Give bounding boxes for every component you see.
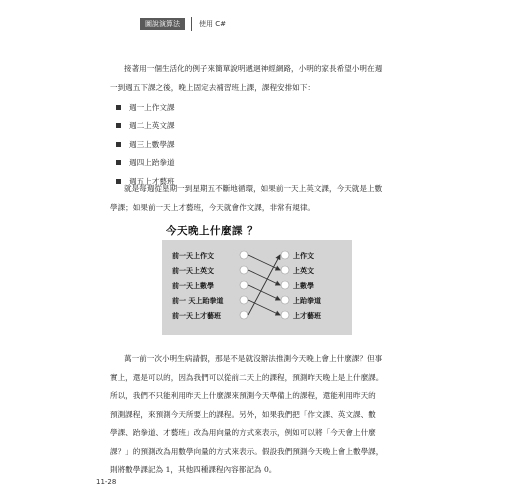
previous-node (240, 311, 248, 319)
text-line: 學課；如果前一天上才藝班，今天就會作文課，非常有規律。 (110, 202, 316, 212)
text-line: 一到週五下課之後，晚上固定去補習班上課，課程安排如下： (110, 82, 316, 92)
previous-node (240, 296, 248, 304)
mapping-arrow (248, 270, 280, 285)
mapping-arrow (248, 285, 280, 300)
square-bullet-icon (116, 123, 121, 128)
previous-class-label: 前一 天上跆拳道 (172, 297, 224, 305)
today-class-label: 上數學 (293, 282, 314, 290)
previous-class-label: 前一天上英文 (172, 267, 214, 275)
previous-node (240, 281, 248, 289)
square-bullet-icon (116, 160, 121, 165)
running-header (140, 16, 226, 32)
text-line: 萬一前一次小明生病請假，那是不是就沒辦法推測今天晚上會上什麼課？但事 (124, 354, 383, 363)
today-node (281, 281, 289, 289)
list-item-text: 週四上跆拳道 (129, 158, 175, 168)
text-line: 學課、跆拳道、才藝班」改為用向量的方式來表示，例如可以將「今天會上什麼 (110, 428, 376, 437)
text-line: 預測課程，來預測今天所要上的課程。另外，如果我們把「作文課、英文課、數 (110, 409, 376, 419)
today-node (281, 311, 289, 319)
today-class-label: 上才藝班 (293, 312, 321, 320)
today-class-label: 上英文 (293, 267, 314, 275)
list-item-text: 週二上英文課 (129, 121, 175, 131)
text-line: 接著用一個生活化的例子來簡單說明遞迴神經網路，小明的家長希望小明在週 (124, 64, 383, 73)
list-item (116, 154, 175, 173)
today-node (281, 266, 289, 274)
book-subtitle: 使用 C# (199, 20, 226, 28)
today-node (281, 296, 289, 304)
today-node (281, 251, 289, 259)
today-class-label: 上作文 (293, 252, 314, 260)
previous-class-label: 前一天上數學 (172, 282, 214, 290)
mapping-arrow (248, 255, 280, 315)
text-line: 課？」的預測改為用數學向量的方式來表示。假設我們預測今天晚上會上數學課， (110, 446, 384, 456)
list-item (116, 117, 175, 136)
list-item (116, 98, 175, 117)
previous-class-label: 前一天上才藝班 (172, 312, 221, 320)
schedule-list (116, 98, 175, 191)
previous-node (240, 266, 248, 274)
page-number: 11-28 (96, 478, 117, 486)
text-line: 實上，還是可以的，因為我們可以從前二天上的課程，預測昨天晚上是上什麼課。 (110, 372, 384, 382)
list-item (116, 135, 175, 154)
list-item-text: 週一上作文課 (129, 102, 175, 112)
intro-paragraph (110, 60, 422, 97)
list-item-text: 週五上才藝班 (129, 176, 175, 186)
mapping-arrow (248, 300, 280, 315)
today-class-label: 上跆拳道 (293, 297, 321, 305)
text-line: 所以，我們不只能利用昨天上什麼課來預測今天準備上的課程，還能利用昨天的 (110, 391, 376, 400)
text-line: 則將數學課記為 1，其他四種課程內容都記為 0。 (110, 465, 277, 474)
figure-title: 今天晚上什麼課 ？ (166, 225, 259, 237)
closing-paragraph (110, 350, 422, 480)
previous-node (240, 251, 248, 259)
mapping-arrow (248, 255, 280, 270)
list-item-text: 週三上數學課 (129, 139, 175, 149)
previous-class-label: 前一天上作文 (172, 252, 214, 260)
mapping-figure (162, 240, 352, 335)
header-divider (191, 17, 192, 31)
square-bullet-icon (116, 142, 121, 147)
text-line: 就是每週從星期一到星期五不斷地循環，如果前一天上英文課，今天就是上數 (124, 184, 383, 193)
square-bullet-icon (116, 105, 121, 110)
cycle-paragraph (110, 180, 422, 217)
chapter-tab: 圖說演算法 (140, 18, 185, 30)
